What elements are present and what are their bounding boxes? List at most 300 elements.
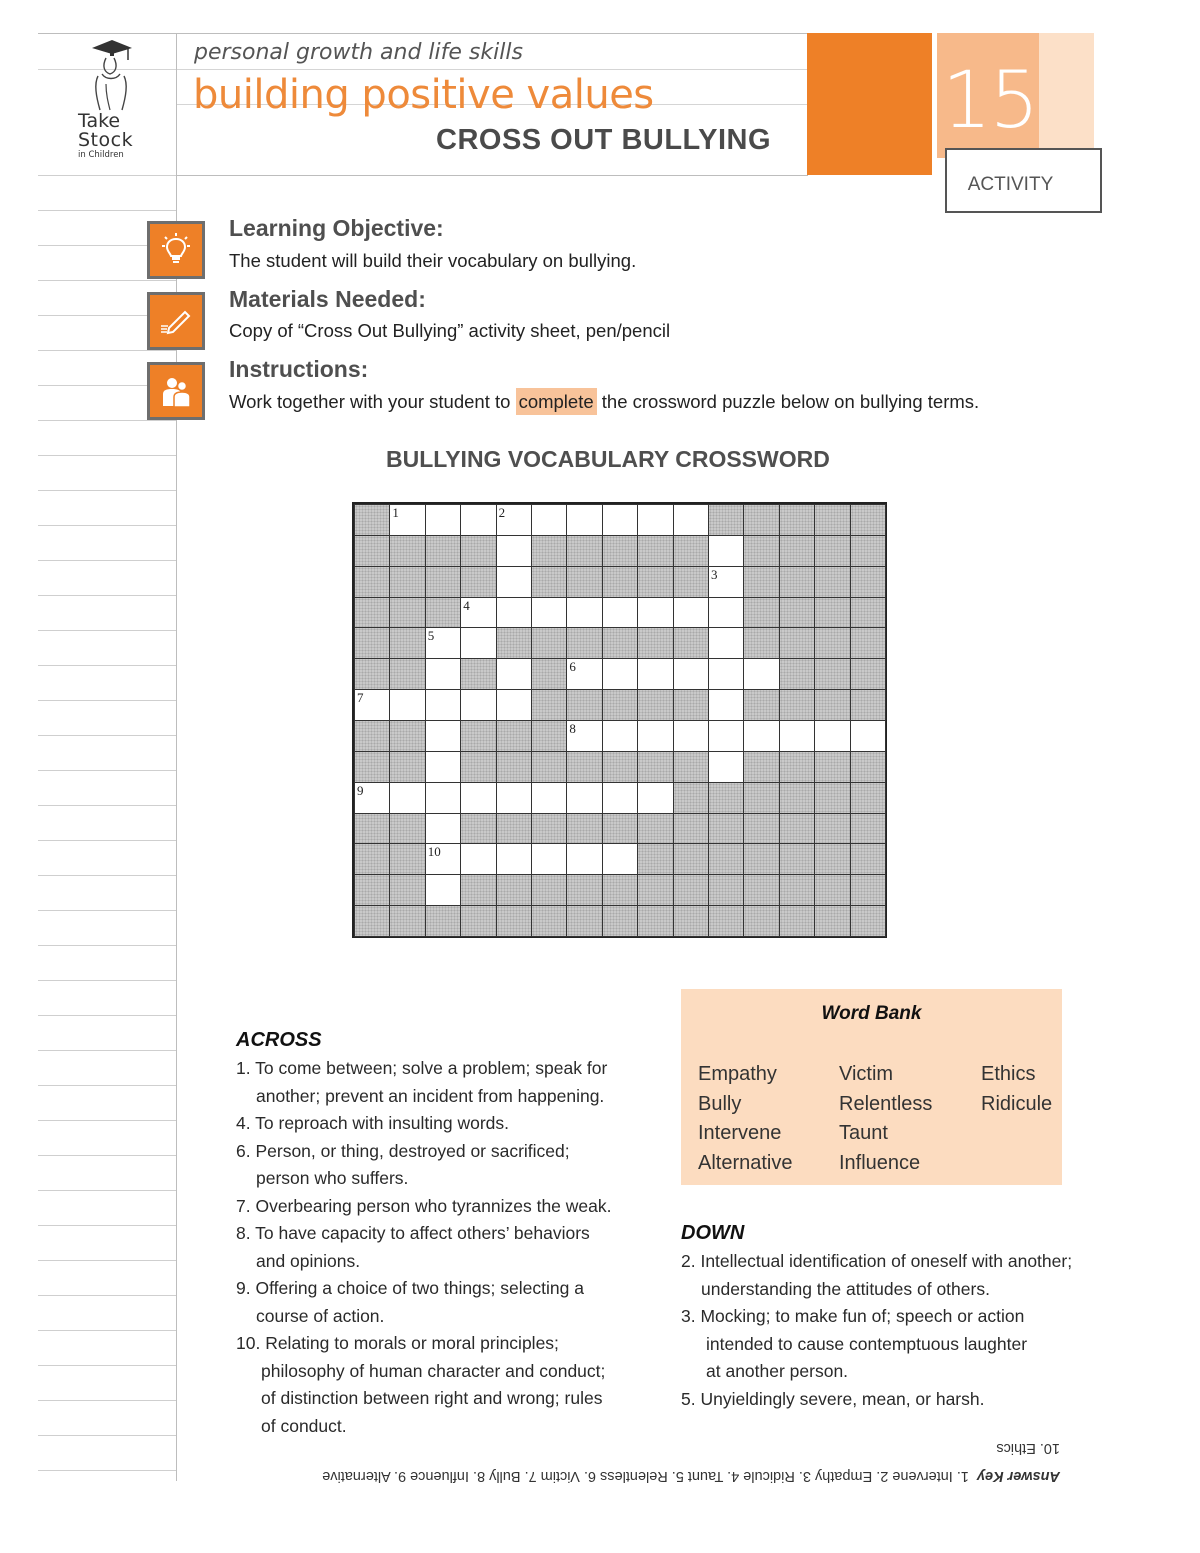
crossword-cell-open[interactable] [354,782,390,814]
crossword-cell-open[interactable] [496,689,532,721]
crossword-cell-open[interactable] [425,504,461,536]
crossword-cell-open[interactable] [637,658,673,690]
across-clue-line: 8. To have capacity to affect others’ behaviors [236,1223,590,1243]
across-clue-line: 6. Person, or thing, destroyed or sacrificed; [236,1140,570,1161]
unit-title: building positive values [193,72,654,118]
crossword-cell-blocked [496,874,532,906]
margin-line [38,805,176,806]
down-clue-line: intended to cause contemptuous laughter [706,1333,1028,1354]
crossword-cell-blocked [637,874,673,906]
materials-icon-box [147,292,205,350]
graduate-figure-icon [84,36,136,112]
crossword-clue-number: 1 [392,505,399,520]
margin-line [38,980,176,981]
down-clue-line: understanding the attitudes of others. [701,1278,990,1299]
crossword-cell-blocked [673,782,709,814]
crossword-cell-blocked [389,751,425,783]
margin-line [38,735,176,736]
crossword-cell-blocked [425,905,461,937]
crossword-cell-open[interactable] [425,627,461,659]
crossword-cell-open[interactable] [460,627,496,659]
down-clues [681,1248,1072,1413]
crossword-clue-number: 10 [427,844,441,860]
crossword-cell-blocked [779,535,815,567]
crossword-cell-blocked [496,720,532,752]
objective-heading: Learning Objective: [229,215,444,241]
crossword-cell-blocked [496,905,532,937]
crossword-cell-blocked [496,751,532,783]
crossword-cell-blocked [354,597,390,629]
crossword-cell-open[interactable] [566,504,602,536]
people-icon [159,374,193,408]
crossword-cell-blocked [673,751,709,783]
word-bank-term: Relentless [839,1092,933,1115]
crossword-cell-blocked [425,597,461,629]
margin-line [38,1400,176,1401]
down-clue-line: 2. Intellectual identification of oneself with another; [681,1251,1073,1271]
crossword-cell-blocked [814,597,850,629]
crossword-cell-blocked [602,874,638,906]
activity-label: ACTIVITY [967,174,1054,195]
crossword-cell-blocked [814,843,850,875]
logo-in-children: in Children [78,150,124,160]
crossword-cell-blocked [779,597,815,629]
crossword-cell-open[interactable] [566,720,602,752]
crossword-cell-blocked [850,813,886,845]
crossword-cell-blocked [460,720,496,752]
crossword-cell-open[interactable] [637,504,673,536]
crossword-cell-blocked [389,813,425,845]
crossword-cell-blocked [354,813,390,845]
crossword-cell-open[interactable] [425,751,461,783]
crossword-cell-open[interactable] [602,843,638,875]
crossword-cell-blocked [814,813,850,845]
crossword-cell-blocked [389,905,425,937]
crossword-cell-blocked [566,689,602,721]
crossword-cell-blocked [743,751,779,783]
crossword-title: BULLYING VOCABULARY CROSSWORD [386,446,830,472]
crossword-cell-blocked [850,874,886,906]
margin-line [38,525,176,526]
crossword-cell-open[interactable] [602,720,638,752]
crossword-cell-open[interactable] [708,689,744,721]
crossword-cell-open[interactable] [743,720,779,752]
across-clues [236,1055,611,1440]
crossword-cell-open[interactable] [460,689,496,721]
crossword-cell-blocked [779,504,815,536]
crossword-cell-open[interactable] [425,720,461,752]
crossword-cell-blocked [743,782,779,814]
crossword-cell-blocked [779,813,815,845]
crossword-cell-open[interactable] [673,720,709,752]
crossword-cell-open[interactable] [566,658,602,690]
crossword-cell-open[interactable] [425,689,461,721]
crossword-cell-blocked [779,843,815,875]
answer-key-line-2: 10. Ethics [996,1440,1060,1456]
crossword-cell-blocked [814,874,850,906]
crossword-cell-blocked [637,843,673,875]
crossword-cell-blocked [531,566,567,598]
crossword-cell-open[interactable] [389,689,425,721]
crossword-cell-blocked [531,751,567,783]
crossword-cell-blocked [743,905,779,937]
crossword-clue-number: 8 [569,721,576,736]
crossword-cell-open[interactable] [637,597,673,629]
crossword-cell-open[interactable] [673,597,709,629]
margin-line [38,280,176,281]
crossword-cell-blocked [354,874,390,906]
crossword-cell-open[interactable] [708,535,744,567]
crossword-cell-open[interactable] [496,843,532,875]
down-heading: DOWN [681,1222,745,1244]
crossword-cell-blocked [354,905,390,937]
crossword-cell-blocked [637,813,673,845]
crossword-cell-blocked [389,535,425,567]
crossword-cell-open[interactable] [425,874,461,906]
crossword-cell-blocked [814,658,850,690]
margin-line [38,455,176,456]
crossword-cell-blocked [637,751,673,783]
crossword-cell-blocked [673,627,709,659]
crossword-cell-blocked [531,905,567,937]
crossword-cell-blocked [673,905,709,937]
crossword-cell-blocked [708,874,744,906]
crossword-cell-blocked [389,566,425,598]
crossword-cell-open[interactable] [637,720,673,752]
crossword-cell-blocked [779,658,815,690]
crossword-cell-blocked [779,782,815,814]
crossword-cell-open[interactable] [531,782,567,814]
crossword-cell-blocked [602,905,638,937]
crossword-cell-open[interactable] [425,658,461,690]
crossword-cell-open[interactable] [496,535,532,567]
crossword-cell-open[interactable] [531,504,567,536]
crossword-cell-blocked [637,627,673,659]
across-clue-line: philosophy of human character and conduct; [261,1360,606,1381]
pencil-icon [159,304,193,338]
crossword-cell-blocked [531,689,567,721]
margin-line [38,910,176,911]
crossword-cell-blocked [460,535,496,567]
answer-key-label: Answer Key [976,1468,1060,1484]
crossword-cell-blocked [850,504,886,536]
crossword-cell-open[interactable] [531,843,567,875]
crossword-cell-open[interactable] [389,504,425,536]
across-clue-line: person who suffers. [256,1168,409,1188]
crossword-cell-blocked [602,535,638,567]
crossword-cell-blocked [389,627,425,659]
crossword-cell-open[interactable] [602,782,638,814]
crossword-cell-blocked [850,566,886,598]
crossword-cell-open[interactable] [602,597,638,629]
across-clue-line: 7. Overbearing person who tyrannizes the weak. [236,1195,612,1216]
crossword-cell-open[interactable] [602,504,638,536]
crossword-cell-blocked [779,689,815,721]
margin-line [38,1470,176,1471]
crossword-cell-blocked [814,751,850,783]
crossword-cell-blocked [779,566,815,598]
crossword-cell-open[interactable] [708,597,744,629]
crossword-cell-open[interactable] [708,658,744,690]
crossword-cell-blocked [673,843,709,875]
crossword-cell-open[interactable] [743,658,779,690]
crossword-cell-blocked [673,874,709,906]
word-bank-term: Victim [839,1063,894,1085]
crossword-cell-blocked [779,905,815,937]
crossword-cell-blocked [743,597,779,629]
margin-line [38,210,176,211]
word-bank-term: Ridicule [981,1092,1053,1115]
across-clue-line: of conduct. [261,1415,347,1436]
instructions-text [229,391,979,413]
crossword-cell-blocked [566,535,602,567]
crossword-clue-number: 9 [357,782,364,798]
instructions-icon-box [147,362,205,420]
word-bank-term: Ethics [981,1063,1036,1085]
crossword-cell-blocked [673,566,709,598]
crossword-cell-blocked [389,874,425,906]
crossword-cell-blocked [460,813,496,845]
margin-line [38,595,176,596]
crossword-cell-blocked [460,905,496,937]
crossword-cell-open[interactable] [708,566,744,598]
crossword-cell-open[interactable] [425,813,461,845]
crossword-cell-blocked [850,535,886,567]
word-bank-term: Influence [839,1151,921,1174]
crossword-cell-blocked [637,689,673,721]
margin-line [38,490,176,491]
crossword-cell-open[interactable] [779,720,815,752]
margin-line [38,1085,176,1086]
crossword-cell-blocked [354,720,390,752]
down-clue-line: 3. Mocking; to make fun of; speech or action [681,1306,1025,1326]
margin-line [38,770,176,771]
crossword-cell-blocked [743,627,779,659]
crossword-cell-blocked [850,627,886,659]
crossword-cell-blocked [814,535,850,567]
crossword-cell-blocked [566,874,602,906]
across-heading: ACROSS [236,1029,322,1051]
margin-line [38,700,176,701]
crossword-cell-open[interactable] [708,751,744,783]
crossword-cell-open[interactable] [566,843,602,875]
crossword-cell-open[interactable] [496,597,532,629]
margin-line [38,630,176,631]
crossword-grid [352,502,887,938]
lightbulb-icon [159,233,193,267]
margin-line [38,1015,176,1016]
activity-badge [945,148,1102,213]
crossword-cell-blocked [814,905,850,937]
across-clue-line: another; prevent an incident from happening. [256,1085,605,1106]
crossword-cell-open[interactable] [460,843,496,875]
margin-line [38,1050,176,1051]
word-bank-title: Word Bank [821,1003,922,1024]
margin-line [38,1190,176,1191]
margin-line [38,1260,176,1261]
crossword-cell-blocked [531,658,567,690]
crossword-cell-blocked [460,751,496,783]
materials-text: Copy of “Cross Out Bullying” activity sheet, pen/pencil [229,320,671,341]
crossword-cell-blocked [708,813,744,845]
crossword-cell-blocked [850,597,886,629]
crossword-cell-blocked [637,535,673,567]
crossword-cell-blocked [637,905,673,937]
crossword-cell-open[interactable] [425,843,461,875]
activity-number: 15 [942,56,1038,146]
crossword-cell-blocked [673,535,709,567]
crossword-clue-number: 6 [569,659,576,675]
logo-stock: Stock [78,129,134,151]
crossword-cell-blocked [460,658,496,690]
crossword-cell-blocked [531,627,567,659]
crossword-cell-open[interactable] [531,597,567,629]
answer-key-line-1 [322,1468,1060,1484]
logo-wordmark [78,112,142,160]
crossword-cell-blocked [743,843,779,875]
crossword-cell-blocked [850,782,886,814]
crossword-cell-blocked [850,658,886,690]
crossword-cell-open[interactable] [637,782,673,814]
crossword-cell-blocked [566,627,602,659]
crossword-cell-blocked [354,566,390,598]
crossword-cell-blocked [708,905,744,937]
crossword-cell-blocked [389,597,425,629]
crossword-clue-number: 3 [711,566,718,582]
instructions-highlight: complete [516,388,597,415]
across-clue-line: 4. To reproach with insulting words. [236,1113,510,1133]
crossword-cell-open[interactable] [389,782,425,814]
word-bank-term: Alternative [698,1151,793,1174]
crossword-cell-blocked [354,535,390,567]
objective-icon-box [147,221,205,279]
crossword-cell-blocked [460,874,496,906]
crossword-cell-open[interactable] [566,782,602,814]
crossword-cell-open[interactable] [814,720,850,752]
margin-line [38,420,176,421]
across-clue-line: and opinions. [256,1250,361,1271]
crossword-cell-open[interactable] [673,504,709,536]
crossword-cell-blocked [354,843,390,875]
objective-text: The student will build their vocabulary on bullying. [229,250,637,271]
answer-key [255,1434,1060,1484]
margin-line [38,350,176,351]
crossword-cell-blocked [531,535,567,567]
activity-title: CROSS OUT BULLYING [436,124,772,156]
across-clue-line: 9. Offering a choice of two things; selecting a [236,1278,584,1298]
crossword-cell-blocked [531,720,567,752]
crossword-cell-blocked [779,874,815,906]
across-clue-line: 10. Relating to morals or moral principles; [236,1333,559,1353]
crossword-cell-blocked [743,566,779,598]
crossword-cell-open[interactable] [496,658,532,690]
light-accent-block [1039,33,1094,158]
word-bank-term: Intervene [698,1122,782,1144]
crossword-cell-blocked [354,627,390,659]
margin-line [38,1365,176,1366]
crossword-cell-open[interactable] [460,782,496,814]
crossword-cell-blocked [743,874,779,906]
materials-heading: Materials Needed: [229,286,426,312]
crossword-cell-blocked [354,751,390,783]
crossword-cell-blocked [602,813,638,845]
crossword-cell-blocked [743,504,779,536]
word-bank-column-1 [698,1060,793,1178]
crossword-cell-open[interactable] [496,566,532,598]
crossword-cell-blocked [708,843,744,875]
crossword-cell-open[interactable] [460,504,496,536]
crossword-cell-blocked [814,689,850,721]
crossword-cell-open[interactable] [708,627,744,659]
crossword-cell-blocked [531,813,567,845]
crossword-cell-open[interactable] [460,597,496,629]
crossword-clue-number: 5 [427,628,435,644]
across-clue-line: 1. To come between; solve a problem; speak for [236,1058,608,1078]
crossword-cell-blocked [602,689,638,721]
crossword-cell-blocked [425,566,461,598]
crossword-cell-blocked [602,566,638,598]
instructions-text-after: the crossword puzzle below on bullying terms. [596,391,980,412]
margin-line [38,945,176,946]
instructions-text-before: Work together with your student to [229,391,516,412]
crossword-cell-open[interactable] [566,597,602,629]
margin-line [38,560,176,561]
crossword-cell-blocked [389,720,425,752]
margin-line [38,1330,176,1331]
crossword-cell-blocked [673,689,709,721]
crossword-cell-blocked [779,751,815,783]
margin-line [38,840,176,841]
margin-line [38,1295,176,1296]
crossword-cell-open[interactable] [850,720,886,752]
crossword-cell-blocked [460,566,496,598]
crossword-cell-blocked [496,813,532,845]
margin-line [38,665,176,666]
crossword-cell-blocked [566,813,602,845]
crossword-cell-blocked [637,566,673,598]
crossword-cell-open[interactable] [496,504,532,536]
crossword-cell-blocked [814,782,850,814]
crossword-cell-blocked [496,627,532,659]
crossword-cell-open[interactable] [425,782,461,814]
crossword-cell-open[interactable] [673,658,709,690]
crossword-clue-number: 7 [357,690,364,706]
series-subtitle: personal growth and life skills [194,40,523,65]
crossword-cell-blocked [814,566,850,598]
crossword-cell-open[interactable] [708,720,744,752]
across-clue-line: course of action. [256,1305,385,1326]
answer-key-answers: 1. Intervene 2. Empathy 3. Ridicule 4. Taunt 5. Relentless 6. Victim 7. Bully 8. Influence 9. Alternative [322,1468,969,1484]
instructions-heading: Instructions: [229,356,369,382]
crossword-cell-open[interactable] [602,658,638,690]
crossword-cell-blocked [389,843,425,875]
down-clue-line: 5. Unyieldingly severe, mean, or harsh. [681,1388,985,1409]
header-top-rule [38,33,808,34]
crossword-cell-open[interactable] [496,782,532,814]
word-bank-term: Empathy [698,1063,777,1085]
crossword-cell-open[interactable] [354,689,390,721]
crossword-clue-number: 2 [498,505,506,520]
crossword-cell-blocked [531,874,567,906]
word-bank-column-3 [981,1060,1052,1119]
margin-line [38,175,176,176]
crossword-cell-blocked [850,689,886,721]
crossword-cell-blocked [354,658,390,690]
down-clue-line: at another person. [706,1361,849,1381]
crossword-cell-blocked [673,813,709,845]
margin-line [38,875,176,876]
word-bank [681,989,1062,1185]
